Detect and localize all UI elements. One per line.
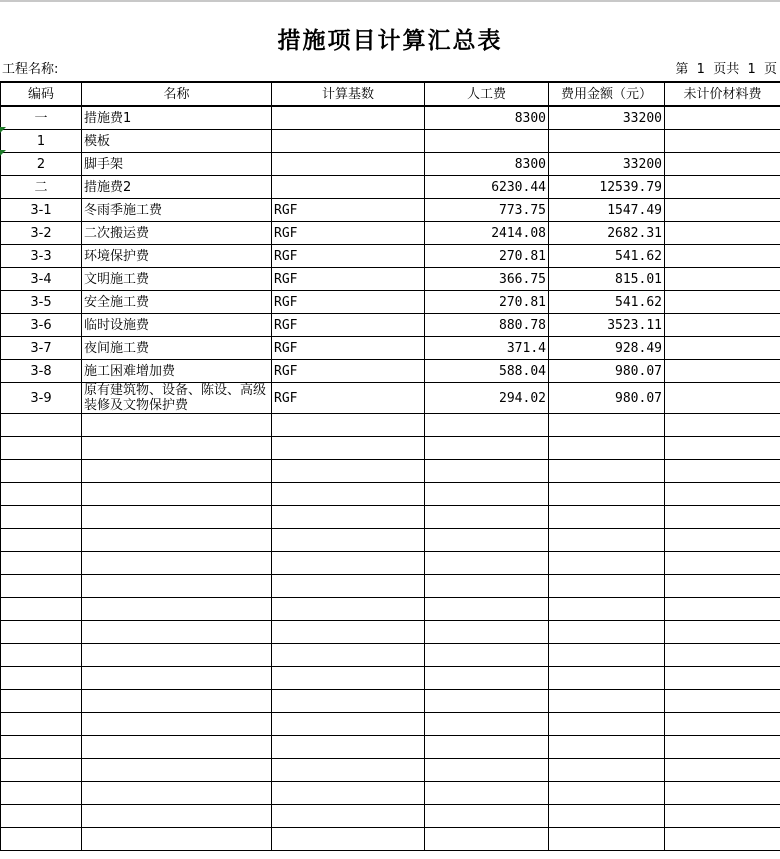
empty-cell[interactable]: [1, 644, 82, 667]
table-row: [1, 176, 780, 199]
table-row: [1, 383, 780, 414]
empty-cell[interactable]: [272, 713, 425, 736]
empty-cell[interactable]: [272, 460, 425, 483]
table-row: [1, 268, 780, 291]
cell-labor[interactable]: [425, 130, 549, 153]
empty-cell[interactable]: [82, 805, 272, 828]
table-row: [1, 360, 780, 383]
empty-cell[interactable]: [82, 621, 272, 644]
empty-cell[interactable]: [1, 437, 82, 460]
cell-basis[interactable]: RGF: [272, 222, 425, 245]
empty-cell[interactable]: [1, 552, 82, 575]
empty-cell[interactable]: [1, 736, 82, 759]
empty-cell[interactable]: [549, 828, 665, 851]
empty-cell[interactable]: [272, 805, 425, 828]
empty-cell[interactable]: [665, 529, 780, 552]
table-row: [1, 291, 780, 314]
cell-amount[interactable]: 541.62: [549, 291, 665, 314]
cell-code[interactable]: 3-2: [1, 222, 82, 245]
col-header-basis[interactable]: 计算基数: [272, 82, 425, 106]
cell-code[interactable]: 一: [1, 106, 82, 130]
empty-cell[interactable]: [549, 713, 665, 736]
top-border: [0, 0, 780, 2]
cell-labor[interactable]: 294.02: [425, 383, 549, 414]
empty-cell[interactable]: [425, 713, 549, 736]
empty-row: [1, 759, 780, 782]
empty-cell[interactable]: [272, 506, 425, 529]
cell-code[interactable]: 1: [1, 130, 82, 153]
empty-cell[interactable]: [272, 782, 425, 805]
col-header-code[interactable]: 编码: [1, 82, 82, 106]
cell-labor[interactable]: 270.81: [425, 245, 549, 268]
empty-cell[interactable]: [1, 759, 82, 782]
table-row: [1, 153, 780, 176]
empty-cell[interactable]: [549, 552, 665, 575]
empty-cell[interactable]: [425, 529, 549, 552]
cell-labor[interactable]: 6230.44: [425, 176, 549, 199]
empty-cell[interactable]: [549, 736, 665, 759]
empty-cell[interactable]: [665, 414, 780, 437]
empty-cell[interactable]: [665, 805, 780, 828]
empty-cell[interactable]: [665, 690, 780, 713]
empty-cell[interactable]: [82, 552, 272, 575]
cell-unpriced[interactable]: [665, 383, 780, 414]
table-row: [1, 337, 780, 360]
empty-row: [1, 828, 780, 851]
cell-name[interactable]: 二次搬运费: [82, 222, 272, 245]
cell-name[interactable]: 措施费1: [82, 106, 272, 130]
empty-cell[interactable]: [82, 759, 272, 782]
empty-cell[interactable]: [549, 805, 665, 828]
cell-name[interactable]: 环境保护费: [82, 245, 272, 268]
cell-unpriced[interactable]: [665, 176, 780, 199]
empty-cell[interactable]: [1, 460, 82, 483]
cell-name[interactable]: 安全施工费: [82, 291, 272, 314]
empty-cell[interactable]: [425, 644, 549, 667]
cell-code[interactable]: 3-1: [1, 199, 82, 222]
cell-amount[interactable]: 2682.31: [549, 222, 665, 245]
empty-row: [1, 506, 780, 529]
empty-cell[interactable]: [665, 828, 780, 851]
empty-cell[interactable]: [665, 713, 780, 736]
empty-row: [1, 736, 780, 759]
cell-unpriced[interactable]: [665, 245, 780, 268]
empty-row: [1, 437, 780, 460]
cell-unpriced[interactable]: [665, 360, 780, 383]
cell-code[interactable]: 3-7: [1, 337, 82, 360]
cell-basis[interactable]: [272, 106, 425, 130]
page-info: 第 1 页共 1 页: [675, 62, 777, 77]
empty-cell[interactable]: [549, 483, 665, 506]
cell-amount[interactable]: 980.07: [549, 383, 665, 414]
empty-cell[interactable]: [549, 529, 665, 552]
cell-code[interactable]: 3-4: [1, 268, 82, 291]
empty-cell[interactable]: [549, 460, 665, 483]
empty-cell[interactable]: [425, 460, 549, 483]
empty-cell[interactable]: [1, 575, 82, 598]
empty-row: [1, 690, 780, 713]
col-header-unpriced[interactable]: 未计价材料费: [665, 82, 780, 106]
empty-cell[interactable]: [82, 667, 272, 690]
empty-cell[interactable]: [549, 644, 665, 667]
empty-cell[interactable]: [549, 598, 665, 621]
cell-marker-icon: [0, 150, 6, 156]
empty-cell[interactable]: [272, 828, 425, 851]
table-row: [1, 314, 780, 337]
empty-row: [1, 483, 780, 506]
cell-basis[interactable]: RGF: [272, 337, 425, 360]
empty-row: [1, 552, 780, 575]
cell-basis[interactable]: RGF: [272, 268, 425, 291]
empty-cell[interactable]: [272, 736, 425, 759]
empty-cell[interactable]: [549, 690, 665, 713]
cell-labor[interactable]: 2414.08: [425, 222, 549, 245]
cell-unpriced[interactable]: [665, 222, 780, 245]
cell-amount[interactable]: 33200: [549, 106, 665, 130]
empty-cell[interactable]: [665, 644, 780, 667]
empty-cell[interactable]: [1, 414, 82, 437]
empty-cell[interactable]: [1, 483, 82, 506]
empty-cell[interactable]: [665, 552, 780, 575]
header-row: [1, 82, 780, 106]
empty-cell[interactable]: [1, 506, 82, 529]
empty-cell[interactable]: [665, 759, 780, 782]
empty-cell[interactable]: [549, 575, 665, 598]
empty-cell[interactable]: [665, 575, 780, 598]
cell-amount[interactable]: 815.01: [549, 268, 665, 291]
empty-cell[interactable]: [272, 437, 425, 460]
empty-row: [1, 805, 780, 828]
empty-cell[interactable]: [549, 782, 665, 805]
col-header-name[interactable]: 名称: [82, 82, 272, 106]
empty-cell[interactable]: [272, 575, 425, 598]
cell-basis[interactable]: [272, 176, 425, 199]
empty-cell[interactable]: [425, 483, 549, 506]
cell-unpriced[interactable]: [665, 153, 780, 176]
empty-cell[interactable]: [425, 575, 549, 598]
empty-cell[interactable]: [549, 759, 665, 782]
empty-row: [1, 460, 780, 483]
cell-amount[interactable]: 541.62: [549, 245, 665, 268]
empty-cell[interactable]: [82, 414, 272, 437]
empty-cell[interactable]: [425, 667, 549, 690]
cell-labor[interactable]: 8300: [425, 106, 549, 130]
cell-code[interactable]: 3-5: [1, 291, 82, 314]
cell-unpriced[interactable]: [665, 268, 780, 291]
empty-cell[interactable]: [82, 575, 272, 598]
empty-cell[interactable]: [272, 621, 425, 644]
empty-cell[interactable]: [82, 598, 272, 621]
cell-amount[interactable]: 12539.79: [549, 176, 665, 199]
cell-code[interactable]: 二: [1, 176, 82, 199]
cell-name[interactable]: 原有建筑物、设备、陈设、高级装修及文物保护费: [82, 383, 272, 414]
empty-cell[interactable]: [665, 782, 780, 805]
empty-cell[interactable]: [665, 621, 780, 644]
cell-amount[interactable]: 33200: [549, 153, 665, 176]
empty-cell[interactable]: [665, 437, 780, 460]
empty-cell[interactable]: [82, 713, 272, 736]
empty-row: [1, 598, 780, 621]
empty-cell[interactable]: [1, 621, 82, 644]
empty-cell[interactable]: [82, 644, 272, 667]
empty-cell[interactable]: [425, 828, 549, 851]
empty-cell[interactable]: [1, 598, 82, 621]
col-header-amount[interactable]: 费用金额（元）: [549, 82, 665, 106]
cell-basis[interactable]: RGF: [272, 245, 425, 268]
empty-cell[interactable]: [425, 621, 549, 644]
empty-cell[interactable]: [425, 690, 549, 713]
empty-cell[interactable]: [425, 598, 549, 621]
cell-code[interactable]: 3-3: [1, 245, 82, 268]
cell-name[interactable]: 临时设施费: [82, 314, 272, 337]
empty-cell[interactable]: [82, 460, 272, 483]
empty-cell[interactable]: [82, 483, 272, 506]
cell-unpriced[interactable]: [665, 314, 780, 337]
cell-basis[interactable]: [272, 153, 425, 176]
empty-row: [1, 575, 780, 598]
cell-labor[interactable]: 8300: [425, 153, 549, 176]
table-row: [1, 245, 780, 268]
empty-cell[interactable]: [1, 690, 82, 713]
cell-labor[interactable]: 773.75: [425, 199, 549, 222]
empty-row: [1, 414, 780, 437]
empty-cell[interactable]: [1, 667, 82, 690]
empty-cell[interactable]: [82, 690, 272, 713]
empty-cell[interactable]: [272, 483, 425, 506]
empty-cell[interactable]: [272, 414, 425, 437]
empty-cell[interactable]: [665, 736, 780, 759]
empty-row: [1, 529, 780, 552]
cell-name[interactable]: 文明施工费: [82, 268, 272, 291]
cell-basis[interactable]: [272, 130, 425, 153]
empty-row: [1, 621, 780, 644]
empty-row: [1, 644, 780, 667]
cell-name[interactable]: 模板: [82, 130, 272, 153]
empty-cell[interactable]: [272, 759, 425, 782]
cell-basis[interactable]: RGF: [272, 314, 425, 337]
cell-amount[interactable]: 1547.49: [549, 199, 665, 222]
empty-cell[interactable]: [665, 460, 780, 483]
cell-unpriced[interactable]: [665, 130, 780, 153]
empty-cell[interactable]: [425, 414, 549, 437]
empty-row: [1, 667, 780, 690]
empty-cell[interactable]: [1, 782, 82, 805]
cell-labor[interactable]: 588.04: [425, 360, 549, 383]
col-header-labor[interactable]: 人工费: [425, 82, 549, 106]
cell-code[interactable]: 2: [1, 153, 82, 176]
empty-row: [1, 782, 780, 805]
empty-cell[interactable]: [82, 782, 272, 805]
table-row: [1, 130, 780, 153]
empty-cell[interactable]: [82, 736, 272, 759]
cell-amount[interactable]: [549, 130, 665, 153]
cell-code[interactable]: 3-6: [1, 314, 82, 337]
table-row: [1, 106, 780, 130]
empty-cell[interactable]: [82, 529, 272, 552]
empty-cell[interactable]: [272, 644, 425, 667]
empty-cell[interactable]: [549, 667, 665, 690]
cell-amount[interactable]: 980.07: [549, 360, 665, 383]
cell-name[interactable]: 脚手架: [82, 153, 272, 176]
cell-amount[interactable]: 3523.11: [549, 314, 665, 337]
cell-unpriced[interactable]: [665, 106, 780, 130]
cell-basis[interactable]: RGF: [272, 383, 425, 414]
cell-amount[interactable]: 928.49: [549, 337, 665, 360]
empty-cell[interactable]: [1, 713, 82, 736]
cell-basis[interactable]: RGF: [272, 199, 425, 222]
table-row: [1, 222, 780, 245]
cell-basis[interactable]: RGF: [272, 291, 425, 314]
empty-cell[interactable]: [665, 506, 780, 529]
empty-cell[interactable]: [665, 667, 780, 690]
cell-unpriced[interactable]: [665, 337, 780, 360]
empty-cell[interactable]: [1, 805, 82, 828]
cell-labor[interactable]: 371.4: [425, 337, 549, 360]
cell-name[interactable]: 施工困难增加费: [82, 360, 272, 383]
empty-cell[interactable]: [665, 598, 780, 621]
empty-cell[interactable]: [425, 506, 549, 529]
empty-cell[interactable]: [1, 529, 82, 552]
empty-cell[interactable]: [425, 736, 549, 759]
empty-cell[interactable]: [665, 483, 780, 506]
empty-cell[interactable]: [549, 621, 665, 644]
empty-cell[interactable]: [82, 506, 272, 529]
empty-cell[interactable]: [272, 667, 425, 690]
cell-code[interactable]: 3-9: [1, 383, 82, 414]
cell-name[interactable]: 冬雨季施工费: [82, 199, 272, 222]
empty-cell[interactable]: [1, 828, 82, 851]
empty-cell[interactable]: [272, 598, 425, 621]
project-name-label: 工程名称:: [2, 62, 59, 77]
empty-cell[interactable]: [425, 782, 549, 805]
empty-cell[interactable]: [425, 552, 549, 575]
empty-cell[interactable]: [425, 759, 549, 782]
cell-unpriced[interactable]: [665, 291, 780, 314]
empty-cell[interactable]: [272, 529, 425, 552]
empty-cell[interactable]: [549, 414, 665, 437]
cell-labor[interactable]: 880.78: [425, 314, 549, 337]
empty-cell[interactable]: [549, 506, 665, 529]
empty-cell[interactable]: [549, 437, 665, 460]
cell-marker-icon: [0, 127, 6, 133]
cell-name[interactable]: 措施费2: [82, 176, 272, 199]
empty-cell[interactable]: [82, 437, 272, 460]
cell-labor[interactable]: 270.81: [425, 291, 549, 314]
cell-code[interactable]: 3-8: [1, 360, 82, 383]
empty-cell[interactable]: [272, 690, 425, 713]
empty-cell[interactable]: [272, 552, 425, 575]
cell-unpriced[interactable]: [665, 199, 780, 222]
empty-cell[interactable]: [82, 828, 272, 851]
empty-row: [1, 713, 780, 736]
cell-labor[interactable]: 366.75: [425, 268, 549, 291]
cell-name[interactable]: 夜间施工费: [82, 337, 272, 360]
table-row: [1, 199, 780, 222]
page-title: 措施项目计算汇总表: [277, 28, 503, 54]
empty-cell[interactable]: [425, 805, 549, 828]
measures-summary-table: [0, 81, 780, 851]
cell-basis[interactable]: RGF: [272, 360, 425, 383]
empty-cell[interactable]: [425, 437, 549, 460]
